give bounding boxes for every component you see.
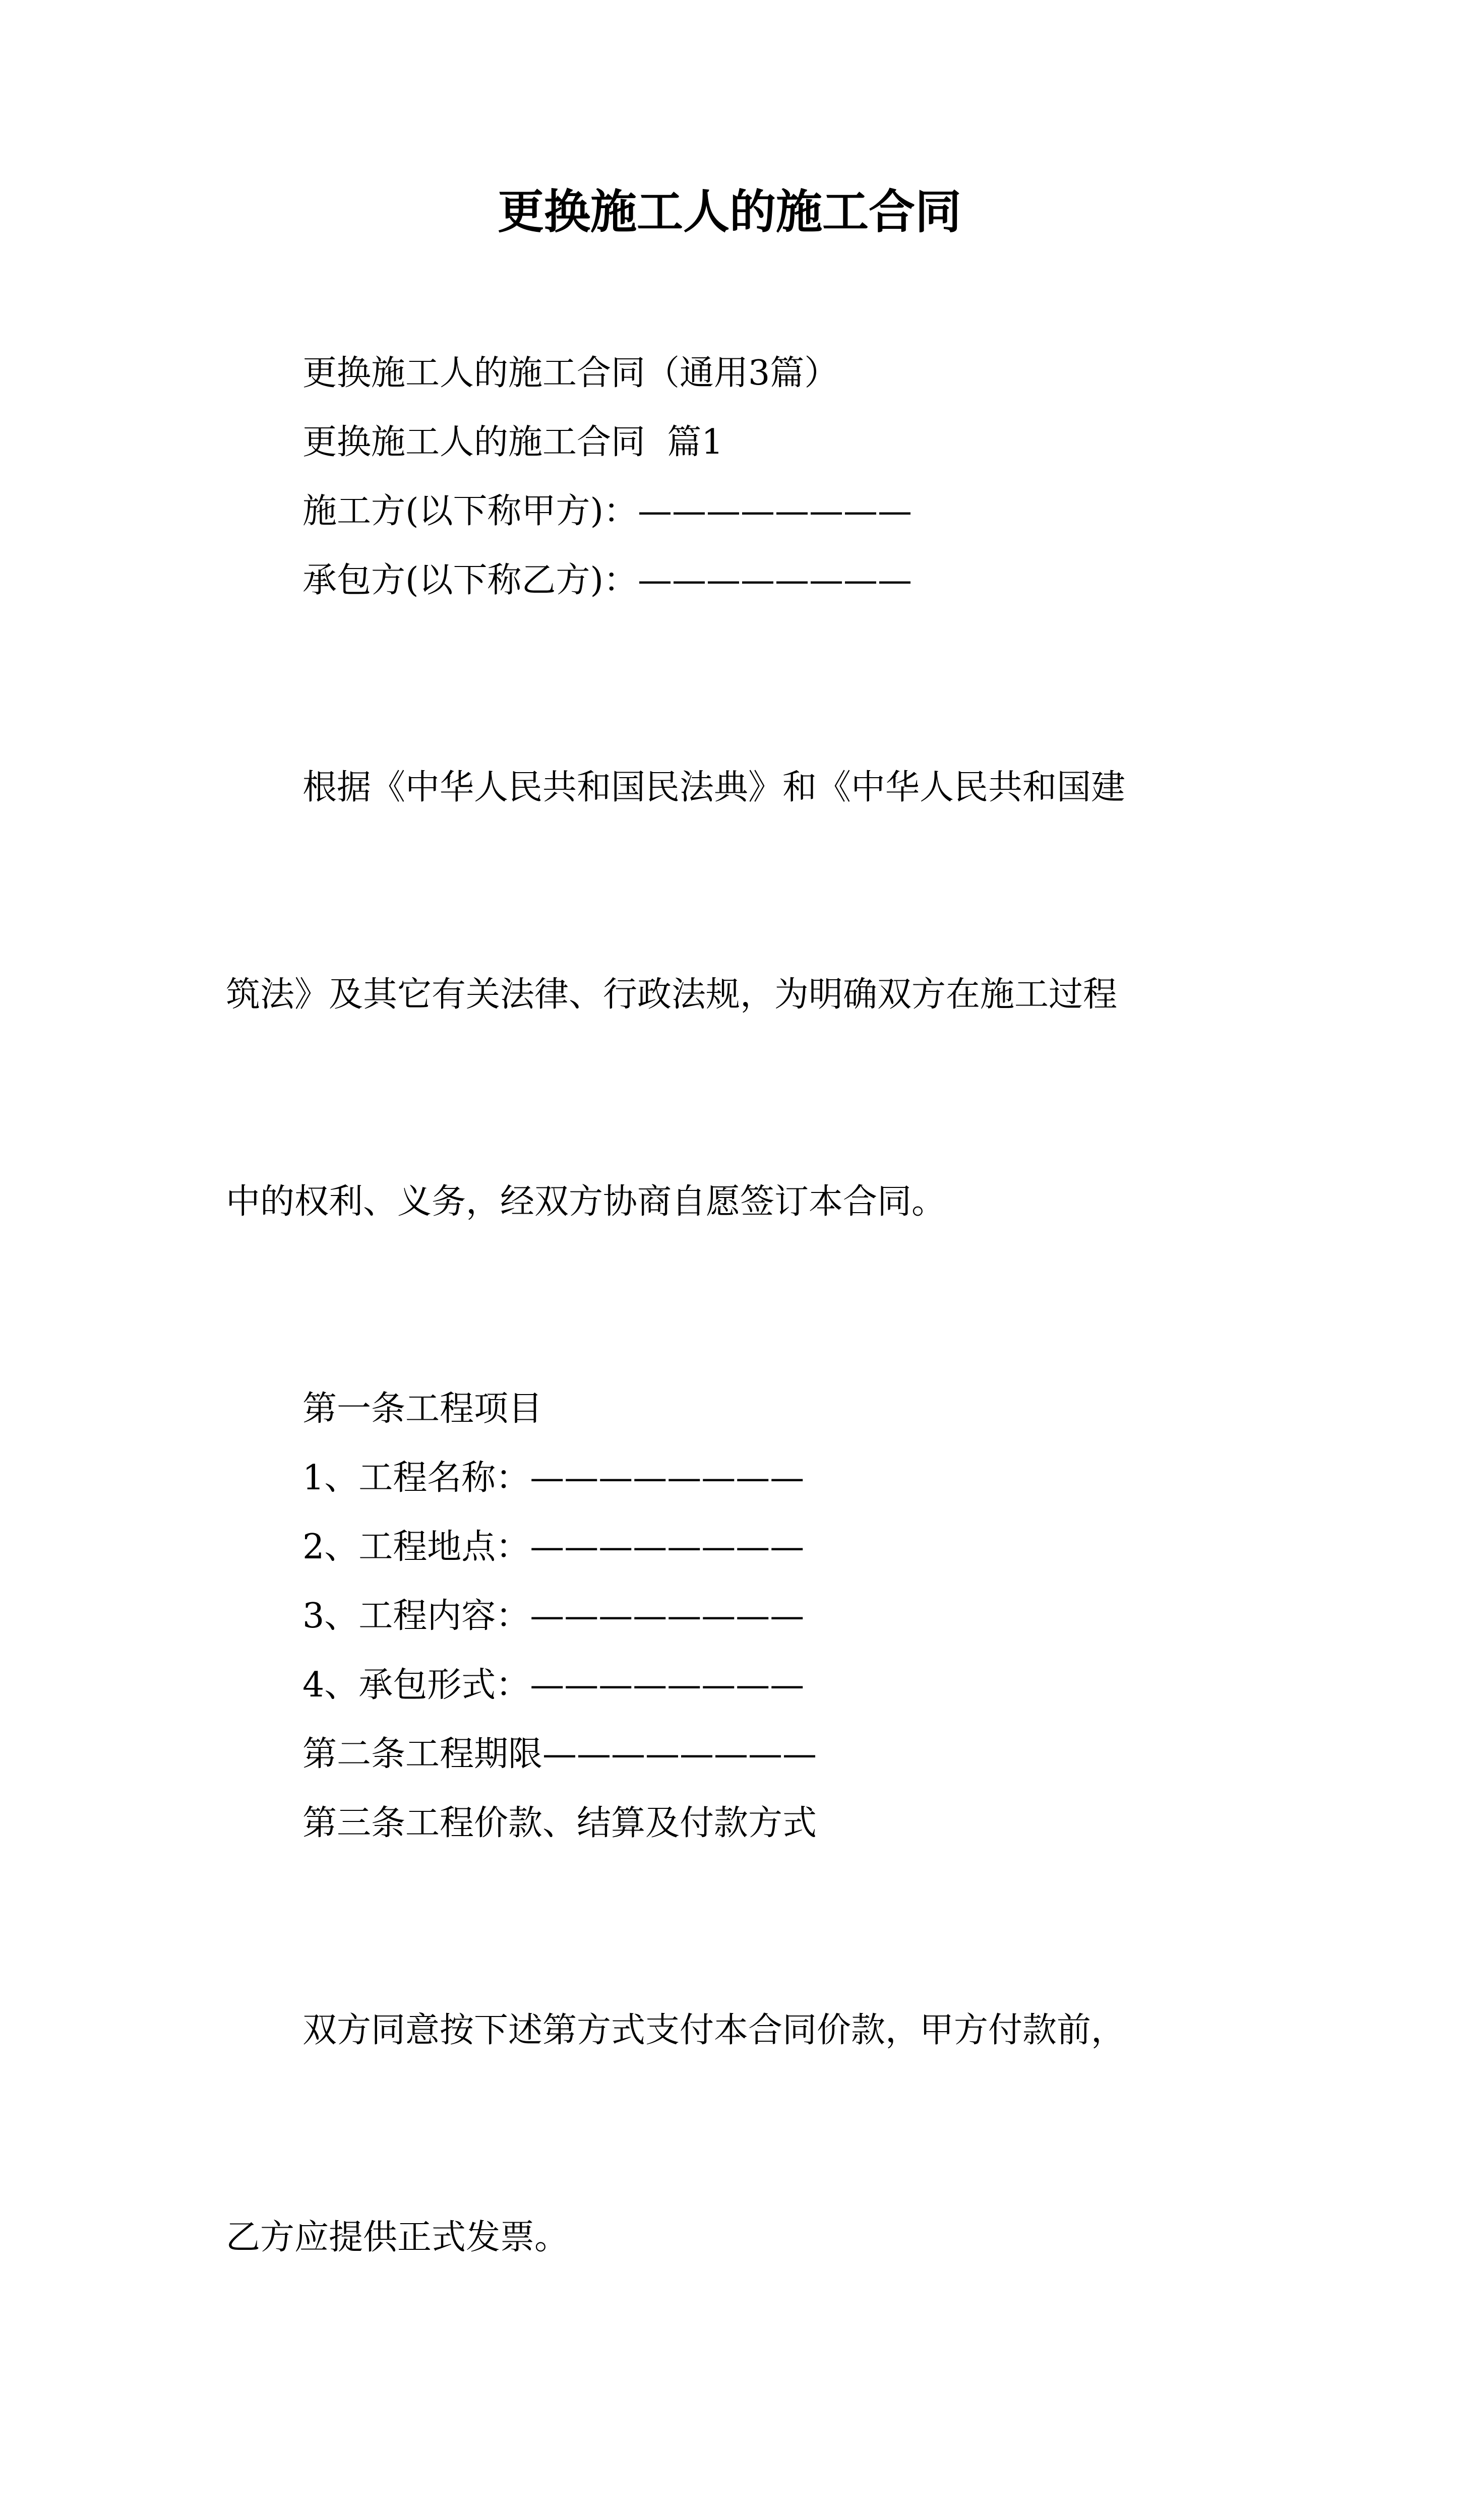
payment-paragraph xyxy=(226,1858,1239,2410)
basis-paragraph xyxy=(226,615,1239,1374)
basis-line-2: 筑法》及其它有关法律、行政法规，为明确双方在施工过程 xyxy=(226,975,1118,1015)
article-2-heading: 第二条工程期限———————— xyxy=(302,1734,817,1774)
payment-line-1: 双方同意按下述第方式支付本合同价款，甲方付款前， xyxy=(302,2010,1126,2050)
document-body xyxy=(226,339,1239,2520)
party-a-line: 施工方(以下称甲方)：———————— xyxy=(302,491,913,531)
basis-line-3: 中的权利、义务，经双方协商自愿签订本合同。 xyxy=(226,1182,946,1222)
method-1-paragraph xyxy=(226,2410,1239,2520)
party-b-line: 承包方(以下称乙方)：———————— xyxy=(302,560,913,600)
subtitle-line: 更换施工人的施工合同（通用3篇） xyxy=(302,353,839,393)
project-content-line: 3、工程内容：———————— xyxy=(302,1596,805,1636)
payment-line-2: 乙方应提供正式发票。 xyxy=(226,2218,569,2257)
project-name-line: 1、工程名称：———————— xyxy=(302,1458,805,1498)
basis-line-1: 根据《中华人民共和国民法典》和《中华人民共和国建 xyxy=(302,768,1126,807)
article-3-heading: 第三条工程价款、结算及付款方式 xyxy=(302,1803,817,1843)
document-title: 更换施工人的施工合同 xyxy=(497,184,961,239)
contract-form-line: 4、承包形式：———————— xyxy=(302,1665,805,1705)
project-location-line: 2、工程地点：———————— xyxy=(302,1527,805,1567)
part-heading: 更换施工人的施工合同 篇1 xyxy=(302,422,723,462)
article-1-heading: 第一条工程项目 xyxy=(302,1389,543,1429)
